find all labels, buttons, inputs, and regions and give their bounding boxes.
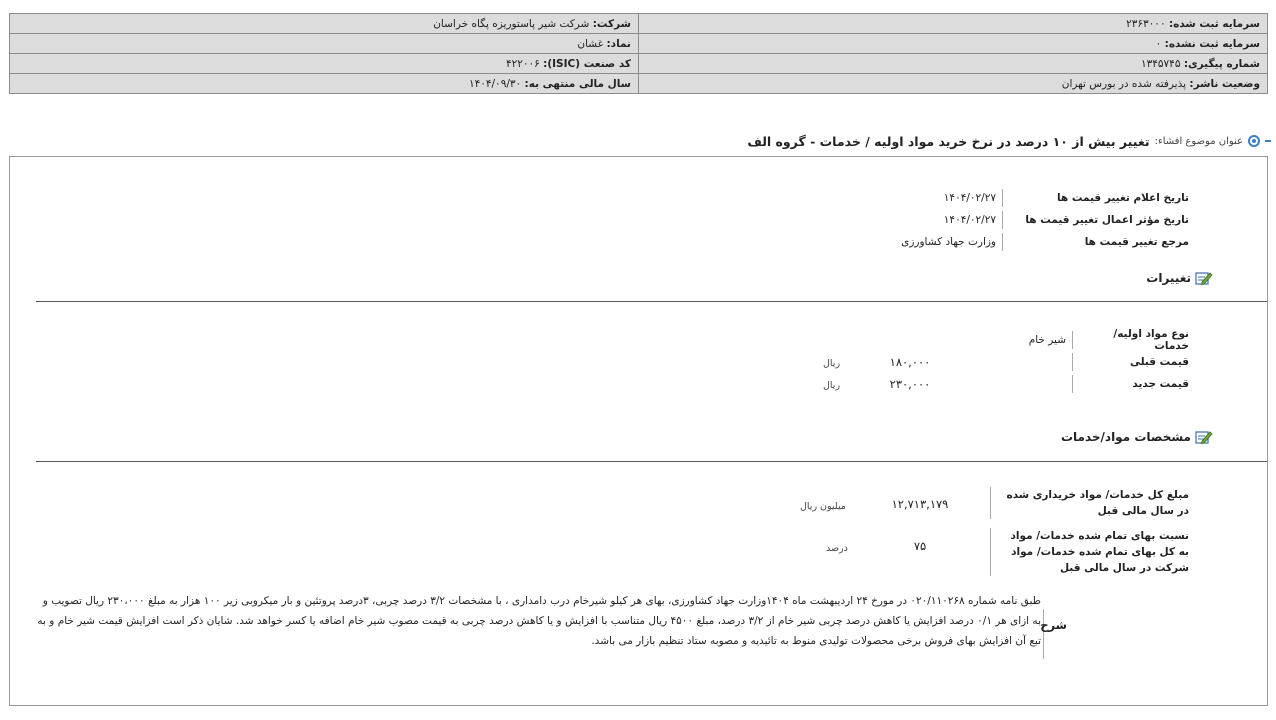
fiscal-year-value: ۱۴۰۴/۰۹/۳۰	[468, 77, 522, 90]
edit-note-icon	[1195, 270, 1213, 286]
tracking-label: شماره پیگیری:	[1183, 57, 1260, 70]
prev-price-row	[1072, 353, 1189, 371]
symbol-cell	[10, 34, 639, 54]
fiscal-year-label: سال مالی منتهی به:	[524, 77, 631, 90]
description-text: طبق نامه شماره ۰۲۰/۱۱۰۲۶۸ در مورخ ۲۴ اردیبهشت ماه ۱۴۰۴وزارت جهاد کشاورزی، بهای هر کیلو شیرخام درب دامداری ، با مشخصات ۳/۲ درصد چربی، ۳درصد پروتئین و بار میکروبی زیر ۱۰۰ هزار به مبلغ ۲۳۰،۰۰۰ ریال تصویب و به ازای هر ۰/۱ درصد افزایش یا کاهش درصد چربی شیر خام از ۳/۲ درصد، مبلغ ۴۵۰۰ ریال متناسب با افزایش و یا کاهش درصد چربی به قیمت مصوب شیر خام اضافه یا کسر خواهد شد. شایان ذکر است افزایش قیمت شیر خام و به تبع آن افزایش بهای فروش برخی محصولات تولیدی منوط به تائیدیه و مصوبه ستاد تنظیم بازار می باشد.	[37, 595, 1041, 647]
material-type-row	[1028, 328, 1189, 352]
company-cell	[10, 14, 639, 34]
publisher-status-cell	[639, 74, 1268, 94]
disclosure-subject	[747, 129, 1266, 153]
announce-date-value: ۱۴۰۴/۰۲/۲۷	[943, 192, 996, 204]
header-info-grid	[9, 13, 1268, 94]
unregistered-capital-value: ۰	[1155, 37, 1162, 50]
specs-divider	[36, 461, 1267, 462]
ratio-unit: درصد	[826, 543, 848, 554]
header-row	[10, 14, 1268, 34]
radio-bullet-icon	[1248, 135, 1260, 147]
price-authority-label: مرجع تغییر قیمت ها	[1084, 236, 1189, 248]
new-price-value: ۲۳۰,۰۰۰	[889, 377, 931, 391]
symbol-label: نماد:	[606, 37, 631, 50]
specs-section-title: مشخصات مواد/خدمات	[1060, 430, 1191, 444]
changes-section-header	[1146, 270, 1213, 286]
subject-title: تغییر بیش از ۱۰ درصد در نرخ خرید مواد اولیه / خدمات - گروه الف	[747, 133, 1150, 149]
ratio-value: ۷۵	[913, 539, 927, 553]
registered-capital-label: سرمایه ثبت شده:	[1168, 17, 1260, 30]
publisher-status-label: وضعیت ناشر:	[1189, 77, 1260, 90]
new-price-label: قیمت جدید	[1132, 378, 1189, 390]
total-amount-value: ۱۲,۷۱۳,۱۷۹	[891, 497, 949, 511]
header-row	[10, 34, 1268, 54]
header-row	[10, 74, 1268, 94]
subject-label: عنوان موضوع افشاء:	[1154, 135, 1243, 147]
changes-divider	[36, 301, 1267, 302]
specs-section-header	[1061, 429, 1213, 445]
header-row	[10, 54, 1268, 74]
unregistered-capital-label: سرمایه ثبت نشده:	[1164, 37, 1260, 50]
registered-capital-value: ۲۳۶۳۰۰۰	[1126, 17, 1166, 30]
company-value: شرکت شیر پاستوریزه پگاه خراسان	[433, 17, 590, 30]
effective-date-value: ۱۴۰۴/۰۲/۲۷	[943, 214, 996, 226]
tracking-value: ۱۳۴۵۷۴۵	[1140, 57, 1181, 70]
new-price-row	[1072, 375, 1189, 393]
announce-date-row	[944, 189, 1189, 207]
prev-price-unit: ریال	[823, 358, 841, 369]
ratio-label: نسبت بهای تمام شده خدمات/ مواد به کل بهای تمام شده خدمات/ مواد شرکت در سال مالی قبل	[990, 528, 1189, 576]
radio-bullet-line	[1265, 140, 1271, 142]
unregistered-capital-cell	[639, 34, 1268, 54]
price-authority-value: وزارت جهاد کشاورزی	[901, 236, 996, 248]
publisher-status-value: پذیرفته شده در بورس تهران	[1061, 77, 1187, 90]
effective-date-label: تاریخ مؤثر اعمال تغییر قیمت ها	[1025, 214, 1189, 226]
effective-date-row	[944, 211, 1189, 229]
symbol-value: غشان	[577, 37, 604, 50]
new-price-unit: ریال	[823, 380, 841, 391]
material-type-value: شیر خام	[1028, 334, 1066, 346]
total-amount-unit: میلیون ریال	[800, 501, 846, 512]
changes-section-title: تغییرات	[1146, 271, 1191, 285]
tracking-cell	[639, 54, 1268, 74]
disclosure-content	[9, 156, 1268, 706]
price-authority-row	[901, 233, 1189, 251]
prev-price-value: ۱۸۰,۰۰۰	[889, 355, 931, 369]
company-label: شرکت:	[592, 17, 631, 30]
registered-capital-cell	[639, 14, 1268, 34]
isic-label: کد صنعت (ISIC):	[543, 57, 631, 70]
announce-date-label: تاریخ اعلام تغییر قیمت ها	[1056, 192, 1189, 204]
fiscal-year-cell	[10, 74, 639, 94]
material-type-label: نوع مواد اولیه/خدمات	[1113, 328, 1189, 352]
isic-value: ۴۲۲۰۰۶	[505, 57, 540, 70]
description-label: شرح	[1043, 609, 1067, 659]
isic-cell	[10, 54, 639, 74]
total-amount-label: مبلغ کل خدمات/ مواد خریداری شده در سال مالی قبل	[990, 487, 1189, 519]
edit-note-icon	[1195, 429, 1213, 445]
prev-price-label: قیمت قبلی	[1129, 356, 1189, 368]
